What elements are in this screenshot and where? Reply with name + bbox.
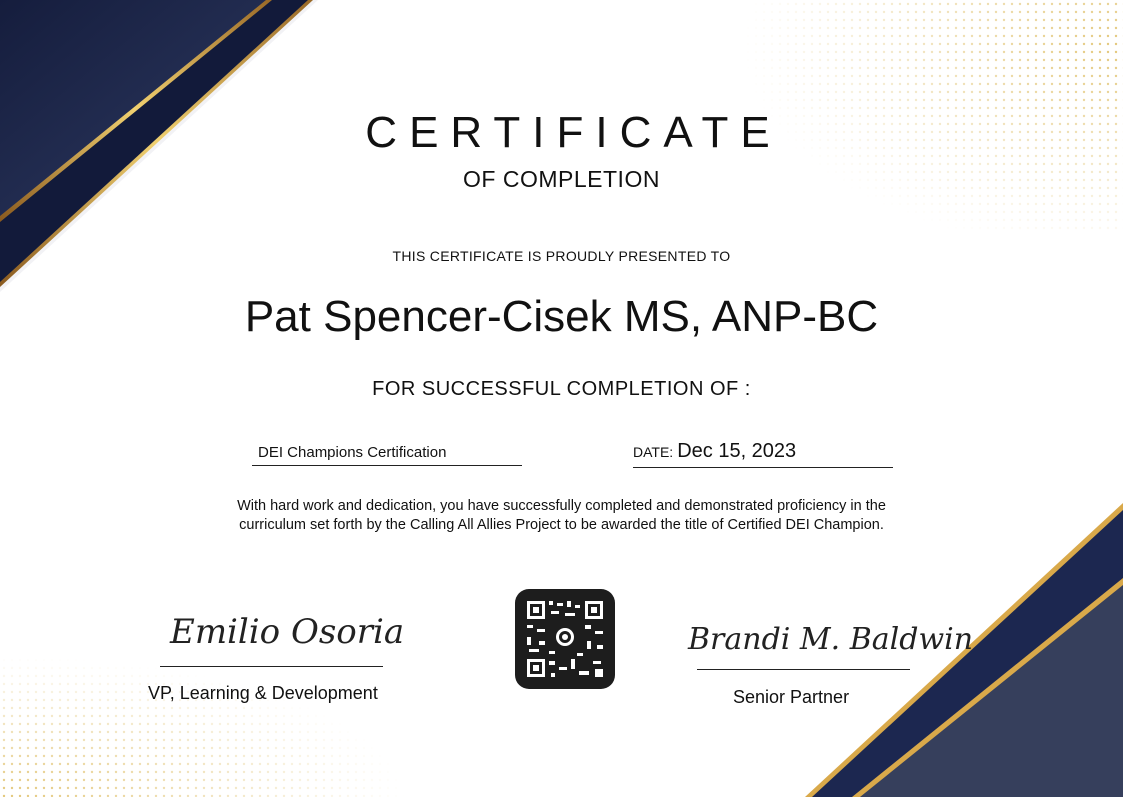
date-label: DATE:: [633, 444, 674, 460]
completion-label: FOR SUCCESSFUL COMPLETION OF :: [372, 378, 751, 400]
date-field: [633, 440, 893, 468]
signature-emilio: Emilio Osoria: [170, 612, 405, 652]
certificate-subtitle: OF COMPLETION: [463, 166, 660, 192]
signer-role: VP, Learning & Development: [148, 683, 378, 703]
signature-brandi: Brandi M. Baldwin: [688, 622, 974, 657]
date-value: Dec 15, 2023: [677, 440, 797, 462]
body-line: curriculum set forth by the Calling All Allies Project to be awarded the title of Certified DEI Champion.: [239, 517, 884, 533]
presented-to-label: THIS CERTIFICATE IS PROUDLY PRESENTED TO: [392, 248, 731, 264]
signature-line: [160, 666, 383, 667]
recipient-name: Pat Spencer-Cisek MS, ANP-BC: [244, 292, 879, 341]
certificate-title: CERTIFICATE: [365, 108, 782, 157]
certificate-body: [0, 497, 1123, 535]
qr-code-icon: [515, 589, 615, 689]
signature-line: [697, 669, 910, 670]
qr-code[interactable]: [515, 589, 615, 689]
signer-role: Senior Partner: [733, 687, 850, 707]
dot-pattern: [0, 640, 450, 797]
course-name: DEI Champions Certification: [252, 444, 522, 466]
body-line: With hard work and dedication, you have successfully completed and demonstrated proficiency in the: [237, 498, 886, 514]
